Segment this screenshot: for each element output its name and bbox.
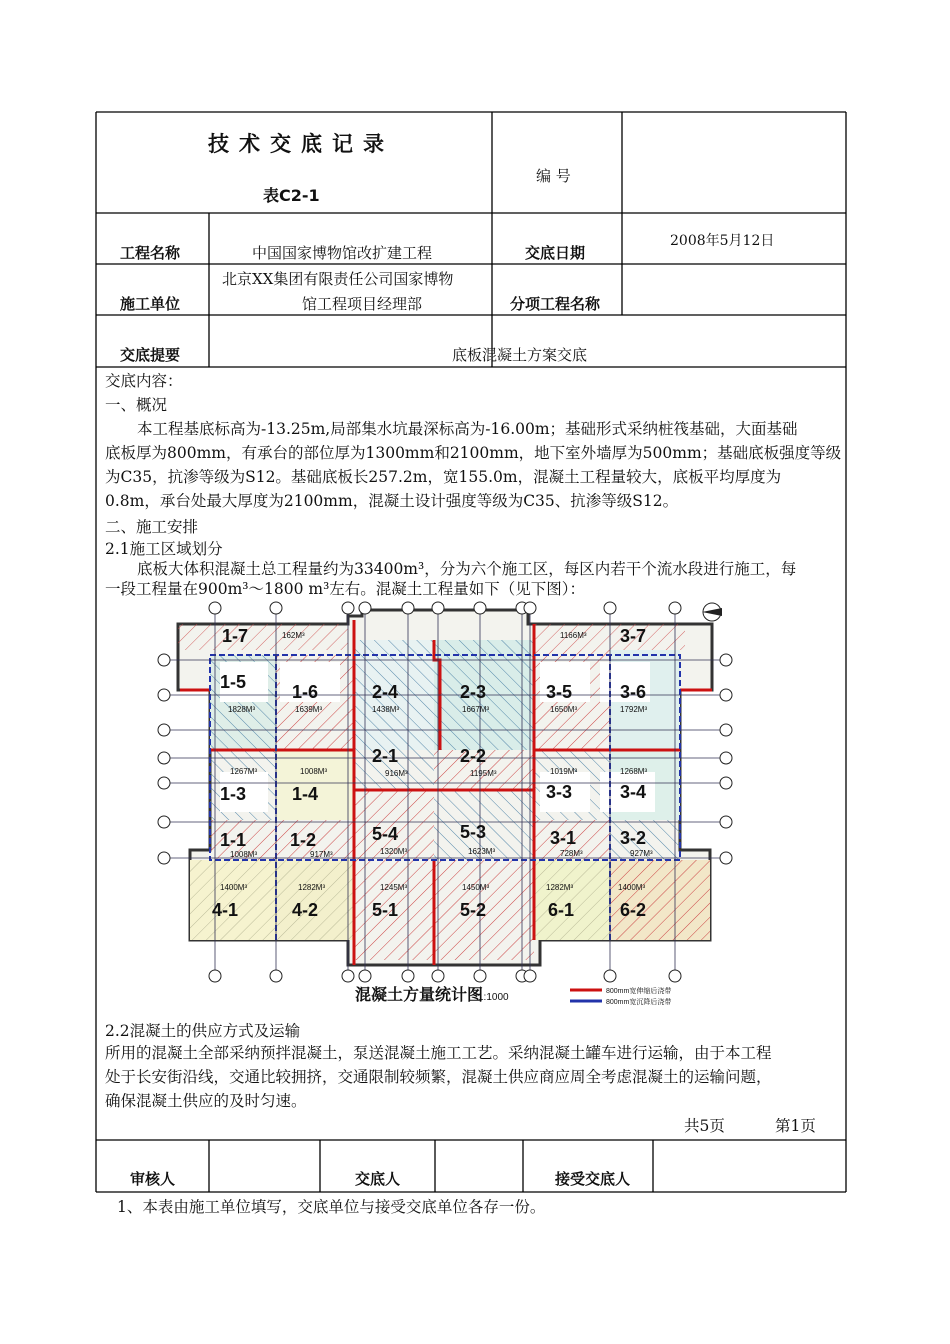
zone-id-label: 6-1	[548, 900, 575, 920]
project-name-label: 工程名称	[120, 244, 181, 262]
zone-id-label: 4-1	[212, 900, 239, 920]
zone-volume-label: 1667M³	[462, 705, 490, 714]
zone-volume-label: 1623M³	[468, 847, 496, 856]
zone-id-label: 4-2	[292, 900, 319, 920]
section1-line: 底板厚为800mm，有承台的部位厚为1300mm和2100mm，地下室外墙厚为500mm；基础底板强度等级	[105, 444, 842, 462]
zone-id-label: 1-1	[220, 830, 247, 850]
contractor-label: 施工单位	[120, 295, 181, 313]
section22-line: 确保混凝土供应的及时匀速。	[105, 1092, 307, 1110]
zone-volume-label: 1792M³	[620, 705, 648, 714]
form-title: 技术交底记录	[208, 132, 394, 156]
zone-volume-label: 1019M³	[550, 767, 578, 776]
zone-volume-label: 1639M³	[295, 705, 323, 714]
zone-volume-label: 728M³	[560, 849, 583, 858]
zone-id-label: 3-4	[620, 782, 647, 802]
section2-title: 二、施工安排	[105, 518, 199, 536]
receiver-label: 接受交底人	[555, 1170, 631, 1188]
page-current: 第1页	[775, 1117, 816, 1135]
zone-volume-label: 1438M³	[372, 705, 400, 714]
zone-id-label: 1-4	[292, 784, 319, 804]
zone-id-label: 3-3	[546, 782, 573, 802]
date-label: 交底日期	[525, 244, 586, 262]
section21-line: 一段工程量在900m³～1800 m³左右。混凝土工程量如下（见下图）：	[105, 580, 586, 598]
zone-volume-label: 927M³	[630, 849, 653, 858]
zone-volume-label: 917M³	[310, 850, 333, 859]
section22-title: 2.2混凝土的供应方式及运输	[105, 1022, 301, 1040]
zone-id-label: 2-1	[372, 746, 399, 766]
contractor-value-line2[interactable]: 馆工程项目经理部	[302, 295, 423, 313]
footnote: 1、本表由施工单位填写，交底单位与接受交底单位各存一份。	[117, 1198, 546, 1216]
serial-number-label: 编 号	[536, 167, 571, 185]
zone-id-label: 3-1	[550, 828, 577, 848]
subproject-label: 分项工程名称	[510, 295, 601, 313]
project-name-value[interactable]: 中国国家博物馆改扩建工程	[252, 244, 433, 262]
date-value[interactable]: 2008年5月12日	[670, 233, 775, 249]
zone-id-label: 5-3	[460, 822, 487, 842]
zone-volume-label: 1008M³	[230, 850, 258, 859]
zone-id-label: 5-4	[372, 824, 399, 844]
zone-id-label: 3-2	[620, 828, 647, 848]
zone-id-label: 5-2	[460, 900, 487, 920]
zone-id-label: 1-6	[292, 682, 319, 702]
section1-line: 本工程基底标高为-13.25m,局部集水坑最深标高为-16.00m；基础形式采纳桩筏基础，大面基础	[137, 420, 798, 438]
figure-scale: 1:1000	[478, 992, 509, 1003]
form-number: 表C2-1	[263, 186, 320, 205]
concrete-volume-plan	[150, 600, 740, 1010]
zone-id-label: 3-6	[620, 682, 647, 702]
section22-line: 所用的混凝土全部采纳预拌混凝土，泵送混凝土施工工艺。采纳混凝土罐车进行运输，由于本工程	[105, 1044, 772, 1062]
contractor-value-line1[interactable]: 北京XX集团有限责任公司国家博物	[222, 270, 454, 288]
presenter-signature-field[interactable]	[438, 1145, 520, 1189]
zone-volume-label: 1268M³	[620, 767, 648, 776]
zone-volume-label: 1282M³	[298, 883, 326, 892]
zone-volume-label: 1400M³	[220, 883, 248, 892]
section1-line: 为C35，抗渗等级为S12。基础底板长257.2m，宽155.0m，混凝土工程量较大，底板平均厚度为	[105, 468, 782, 486]
page-total: 共5页	[684, 1117, 725, 1135]
section1-title: 一、概况	[105, 396, 168, 414]
legend-blue-label: 800mm宽沉降后浇带	[606, 999, 672, 1006]
section21-title: 2.1施工区域划分	[105, 540, 223, 558]
zone-volume-label: 1650M³	[550, 705, 578, 714]
zone-volume-label: 1267M³	[230, 767, 258, 776]
figure-caption: 混凝土方量统计图	[355, 987, 484, 1004]
zone-id-label: 3-5	[546, 682, 573, 702]
summary-label: 交底提要	[120, 346, 181, 364]
section21-line: 底板大体积混凝土总工程量约为33400m³，分为六个施工区，每区内若干个流水段进行施工，每	[137, 560, 797, 578]
zone-volume-label: 1008M³	[300, 767, 328, 776]
presenter-label: 交底人	[355, 1170, 401, 1188]
north-arrow-icon	[702, 603, 722, 621]
receiver-signature-field[interactable]	[656, 1145, 842, 1189]
section22-line: 处于长安街沿线，交通比较拥挤，交通限制较频繁，混凝土供应商应周全考虑混凝土的运输问题，	[105, 1068, 772, 1086]
zone-volume-label: 1195M³	[470, 769, 497, 778]
zone-id-label: 1-3	[220, 784, 247, 804]
zone-volume-label: 162M³	[282, 631, 305, 640]
zone-id-label: 1-7	[222, 626, 249, 646]
section1-line: 0.8m，承台处最大厚度为2100mm，混凝土设计强度等级为C35、抗渗等级S12。	[105, 492, 679, 510]
reviewer-signature-field[interactable]	[212, 1145, 317, 1189]
zone-id-label: 1-2	[290, 830, 317, 850]
zone-volume-label: 1450M³	[462, 883, 490, 892]
zone-id-label: 2-3	[460, 682, 487, 702]
summary-value[interactable]: 底板混凝土方案交底	[452, 346, 588, 364]
zone-volume-label: 1400M³	[618, 883, 646, 892]
zone-volume-label: 916M³	[385, 769, 408, 778]
zone-id-label: 2-4	[372, 682, 399, 702]
zone-id-label: 1-5	[220, 672, 247, 692]
reviewer-label: 审核人	[130, 1170, 176, 1188]
zone-volume-label: 1282M³	[546, 883, 574, 892]
zone-volume-label: 1320M³	[380, 847, 408, 856]
zone-volume-label: 1166M³	[560, 631, 587, 640]
content-heading: 交底内容：	[105, 372, 183, 390]
zone-id-label: 6-2	[620, 900, 647, 920]
zone-volume-label: 1828M³	[228, 705, 256, 714]
zone-id-label: 3-7	[620, 626, 647, 646]
zone-id-label: 2-2	[460, 746, 487, 766]
legend-red-label: 800mm宽伸缩后浇带	[606, 988, 672, 995]
zone-volume-label: 1245M³	[380, 883, 408, 892]
zone-id-label: 5-1	[372, 900, 399, 920]
